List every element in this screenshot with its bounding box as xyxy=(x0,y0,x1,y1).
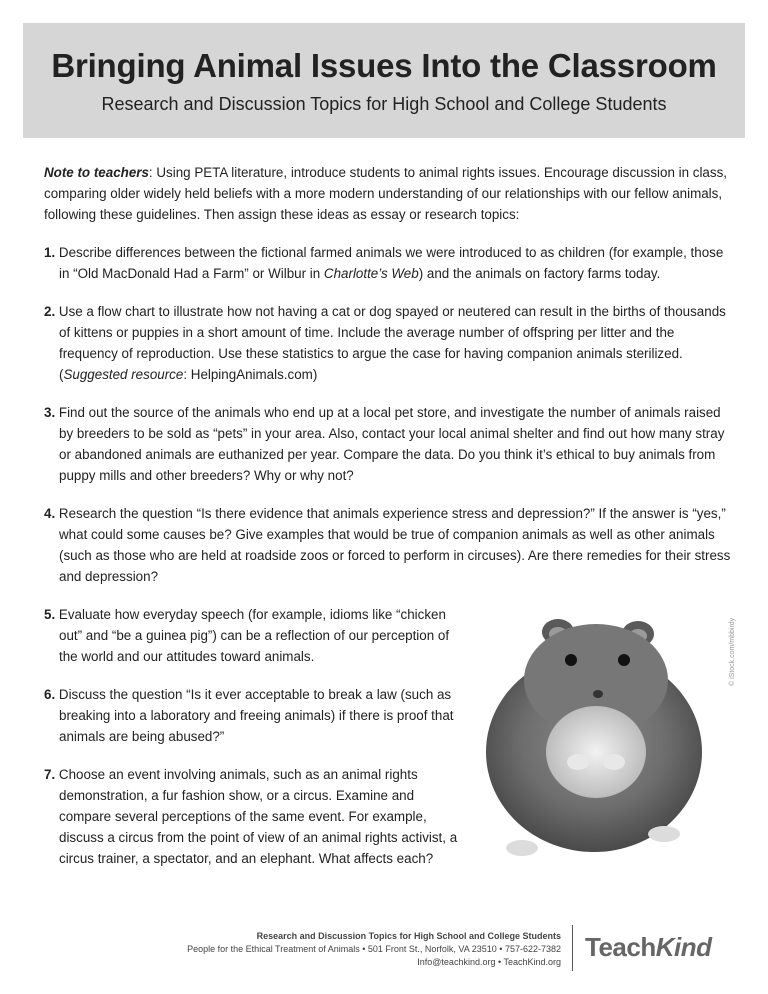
intro-text: : Using PETA literature, introduce students to animal rights issues. Encourage discussion in class, comparing older widely held beliefs with a more modern understanding of our relationships with our fellow animals, following these guidelines. Then assign these ideas as essay or research topics: xyxy=(44,165,727,222)
topic-number: 1. xyxy=(44,245,56,260)
topic-item-1 xyxy=(44,242,734,284)
topic-text: Choose an event involving animals, such as an animal rights demonstration, a fur fashion show, or a circus. Examine and compare several perceptions of the same event. For example, discuss a circus from the point of view of an animal rights activist, a circus trainer, a spectator, and an elephant. What affects each? xyxy=(55,767,458,866)
topic-item-4 xyxy=(44,503,734,587)
hamster-photo xyxy=(478,612,710,862)
topic-item-7 xyxy=(44,764,459,869)
hamster-paw-left xyxy=(567,754,589,770)
topic-number: 6. xyxy=(44,687,56,702)
topic-number: 4. xyxy=(44,506,56,521)
topic-number: 2. xyxy=(44,304,56,319)
topic-text: ) and the animals on factory farms today. xyxy=(418,266,661,281)
hamster-belly xyxy=(546,706,646,798)
page-title: Bringing Animal Issues Into the Classroom xyxy=(51,47,717,84)
topic-text: Describe differences between the fictional farmed animals we were introduced to as children (for example, those in “Old MacDonald Had a Farm” or Wilbur in xyxy=(55,245,724,281)
hamster-nose xyxy=(593,690,603,698)
hamster-eye-left xyxy=(565,654,577,666)
topic-text: Discuss the question “Is it ever acceptable to break a law (such as breaking into a laboratory and freeing animals) if there is proof that animals are being abused?” xyxy=(55,687,454,744)
topic-text: Use a flow chart to illustrate how not having a cat or dog spayed or neutered can result in the births of thousands of kittens or puppies in a short amount of time. Include the average number of offspring per litter and the frequency of reproduction. Use these statistics to argue the case for having companion animals sterilized. ( xyxy=(55,304,726,382)
topic-number: 7. xyxy=(44,767,56,782)
topic-text: Find out the source of the animals who end up at a local pet store, and investigate the number of animals raised by breeders to be sold as “pets” in your area. Also, contact your local animal shelter and find out how many stray or abandoned animals are euthanized per year. Compare the data. Do you think it’s ethical to buy animals from puppy mills and other breeders? Why or why not? xyxy=(55,405,725,483)
topic-item-5 xyxy=(44,604,459,667)
topic-italic-text: Charlotte’s Web xyxy=(323,266,419,281)
topic-item-6 xyxy=(44,684,459,747)
teachkind-logo xyxy=(585,932,711,963)
hamster-foot-right xyxy=(648,826,680,842)
footer-info xyxy=(187,930,561,969)
intro-paragraph xyxy=(44,162,734,225)
logo-teach: Teach xyxy=(585,932,656,962)
footer-title: Research and Discussion Topics for High School and College Students xyxy=(256,931,561,941)
intro-label: Note to teachers xyxy=(44,165,149,180)
topic-number: 3. xyxy=(44,405,56,420)
page-subtitle: Research and Discussion Topics for High School and College Students xyxy=(101,94,667,114)
topic-number: 5. xyxy=(44,607,56,622)
topic-text: Evaluate how everyday speech (for example, idioms like “chicken out” and “be a guinea pig”) can be a reflection of our perception of the world and our attitudes toward animals. xyxy=(55,607,450,664)
topic-italic-text: Suggested resource xyxy=(63,367,184,382)
header-banner xyxy=(23,23,745,138)
photo-credit: © iStock.com/mbbirdy xyxy=(729,617,736,686)
footer-divider xyxy=(572,925,573,971)
topic-text: Research the question “Is there evidence that animals experience stress and depression?” If the answer is “yes,” what could some causes be? Give examples that would be true of companion animals as well as other animals (such as those who are held at roadside zoos or forced to perform in circuses). Are there remedies for their stress and depression? xyxy=(55,506,731,584)
topic-text: : HelpingAnimals.com) xyxy=(183,367,318,382)
logo-kind: Kind xyxy=(655,932,712,962)
footer-contact: Info@teachkind.org • TeachKind.org xyxy=(417,957,561,967)
topic-item-3 xyxy=(44,402,734,486)
hamster-paw-right xyxy=(603,754,625,770)
hamster-eye-right xyxy=(618,654,630,666)
hamster-foot-left xyxy=(506,840,538,856)
topic-item-2 xyxy=(44,301,734,385)
footer-address: People for the Ethical Treatment of Animals • 501 Front St., Norfolk, VA 23510 • 757-622-7382 xyxy=(187,944,561,954)
